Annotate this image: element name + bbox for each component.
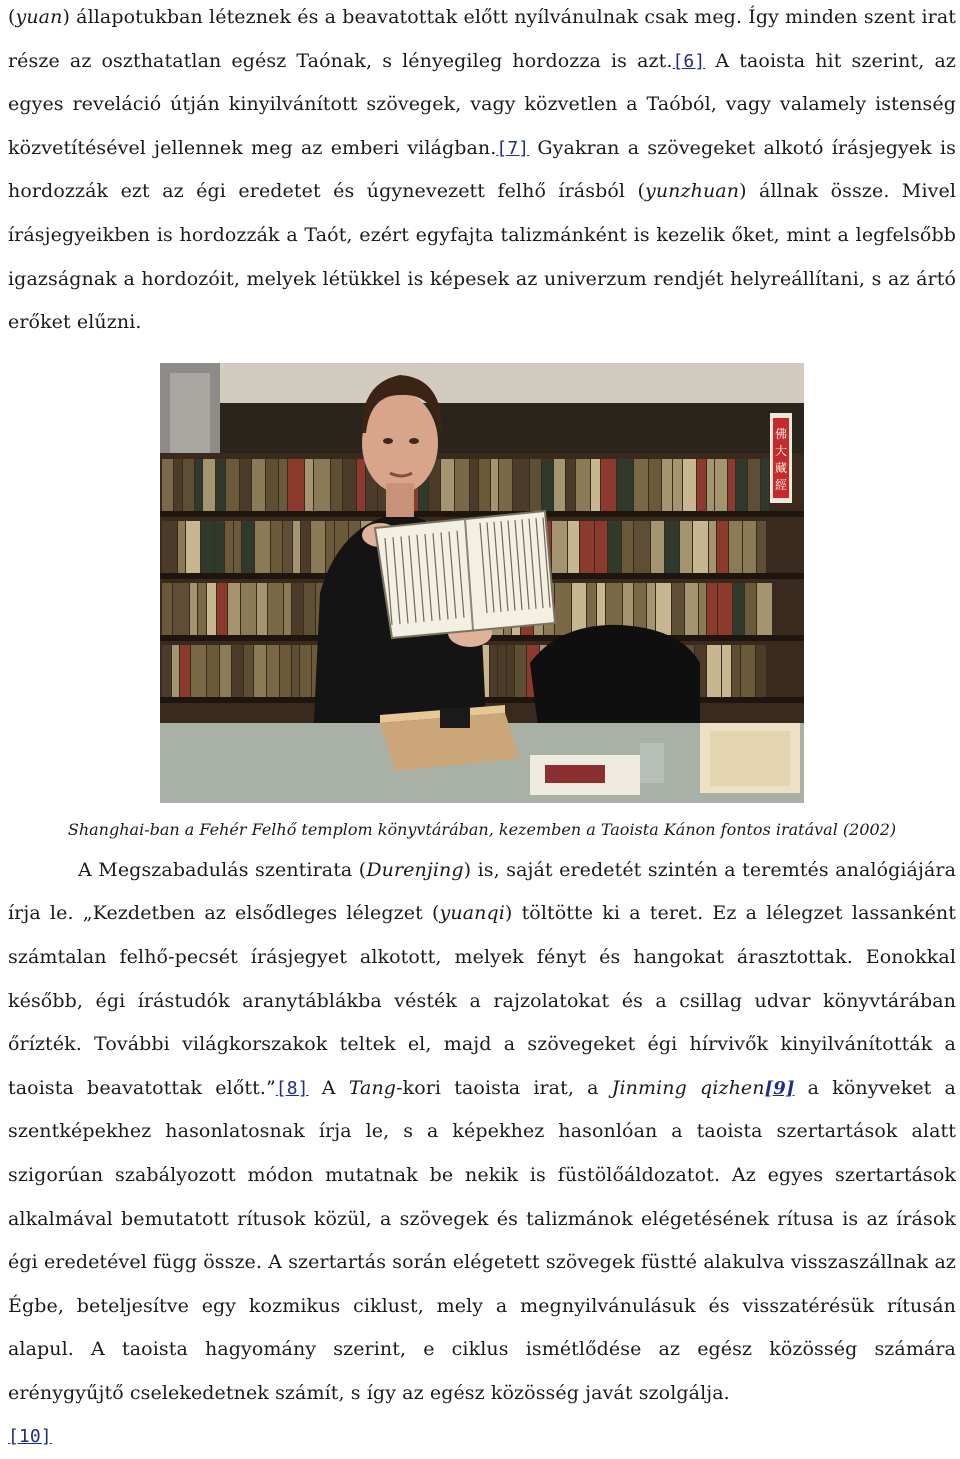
footnote-link-7[interactable]: [7] (496, 137, 530, 159)
book-spine (195, 459, 202, 511)
book-spine (707, 583, 717, 635)
book-spine (240, 459, 251, 511)
book-spine (693, 521, 708, 573)
book-spine (293, 521, 300, 573)
book-spine (241, 583, 256, 635)
sign-char-1: 佛 (774, 426, 788, 441)
book-spine (697, 459, 706, 511)
book-spine (186, 521, 200, 573)
book-spine (267, 645, 279, 697)
book-spine (741, 645, 755, 697)
book-spine (183, 459, 194, 511)
footnote-link-6[interactable]: [6] (672, 50, 706, 72)
book-spine (215, 521, 224, 573)
document-page (8, 0, 956, 1459)
book-spine (357, 459, 365, 511)
book-spine (244, 645, 253, 697)
book-spine (591, 459, 600, 511)
book-spine (173, 583, 189, 635)
text: ) töltötte ki a teret. Ez a lélegzet lassanként számtalan felhő-pecsét írásjegyet alkotott, melyek fényt és hangokat árasztottak. Eonokkal később, égi írástudók aranytáblákba vésték a rajzolatokat és a csillag udvar könyvtárában őrízték. További világkorszakok teltek el, majd a szövegeket égi hírvivők kinyilvánították a taoista beavatottak előtt.” (8, 902, 956, 1099)
book-spine (555, 583, 571, 635)
paragraph-1 (8, 0, 956, 345)
book-spine (756, 645, 766, 697)
book-spine (162, 459, 173, 511)
text: a könyveket a szentképekhez hasonlatosnak írja le, s a képekhez hasonlóan a taoista szertartások alatt szigorúan szabályozott módon mutatnak be nekik is füstölőáldozatot. Az egyes szertartások alkalmával bemutatott rítusok közül, a szövegek és talizmánok elégetésének rítusa is az írások égi eredetével függ össze. A szertartás során elégetett szövegek füstté alakulva visszaszállnak az Égbe, beteljesítve egy kozmikus ciklust, mely a megnyilvánulásuk és visszatérésük rítusán alapul. A taoista hagyomány szerint, e ciklus ismétlődése az egész közösség számára erénygyűjtő cselekedetnek számít, s így az egész közösség javát szolgálja. (8, 1076, 956, 1404)
book-spine (228, 583, 240, 635)
book-spine (729, 521, 742, 573)
text: -kori taoista irat, a (396, 1076, 612, 1099)
book-spine (683, 459, 696, 511)
book-spine (656, 583, 671, 635)
book-spine (707, 645, 721, 697)
book-spine (709, 521, 716, 573)
term-jinming-qizhen: Jinming qizhen (611, 1076, 765, 1099)
text: ) állapotukban léteznek és a beavatottak előtt nyílvánulnak csak meg. Így minden szent irat része az oszthatatlan egész Taónak, s lényegileg hordozza is azt. (8, 6, 956, 72)
book-spine (568, 521, 579, 573)
term-tang: Tang (348, 1076, 397, 1099)
book-spine (225, 521, 233, 573)
book-spine (662, 459, 672, 511)
footnote-link-10[interactable]: [10] (8, 1426, 52, 1448)
book-spine (198, 583, 206, 635)
book-spine (673, 459, 682, 511)
book-spine (279, 459, 287, 511)
photo-caption: Shanghai-ban a Fehér Felhő templom könyvtárában, kezemben a Taoista Kánon fontos iratával (2002) (67, 819, 897, 839)
book-spine (216, 459, 225, 511)
book-spine (743, 521, 756, 573)
book-spine (733, 583, 744, 635)
book-spine (300, 645, 311, 697)
book-spine (736, 459, 747, 511)
book-spine (304, 583, 315, 635)
book-spine (554, 459, 565, 511)
book-spine (311, 521, 325, 573)
book-spine (757, 521, 766, 573)
book-spine (647, 583, 655, 635)
book-spine (722, 645, 731, 697)
book-spine (172, 645, 179, 697)
book-spine (680, 521, 692, 573)
term-yunzhuan: yunzhuan (645, 180, 740, 203)
text: A (308, 1076, 349, 1099)
book-spine (162, 583, 172, 635)
book-spine (761, 459, 769, 511)
book-spine (685, 583, 698, 635)
book-spine (305, 459, 313, 511)
book-spine (717, 521, 728, 573)
book-spine (207, 583, 216, 635)
book-spine (162, 521, 177, 573)
book-spine (255, 521, 270, 573)
book-spine (343, 459, 356, 511)
book-spine (252, 459, 265, 511)
book-spine (479, 459, 490, 511)
book-spine (207, 645, 219, 697)
book-spine (162, 645, 171, 697)
book-spine (220, 645, 231, 697)
book-spine (617, 459, 633, 511)
book-spine (217, 583, 227, 635)
book-spine (266, 459, 278, 511)
book-spine (651, 521, 664, 573)
text: ) is, saját eredetét szintén a teremtés analógiájára írja le. „Kezdetben az elsődleges lélegzet ( (8, 858, 957, 925)
book-spine (203, 459, 215, 511)
book-spine (301, 521, 310, 573)
book-spine (608, 521, 621, 573)
book-spine (634, 459, 648, 511)
book-spine (254, 645, 266, 697)
book-spine (707, 459, 714, 511)
book-spine (542, 459, 553, 511)
book-spine (271, 521, 282, 573)
book-spine (441, 459, 454, 511)
book-spine (728, 459, 735, 511)
book-spine (257, 583, 267, 635)
book-spine (699, 583, 706, 635)
book-spine (242, 521, 254, 573)
book-spine (455, 459, 469, 511)
text: ( (8, 6, 16, 28)
book-spine (201, 521, 214, 573)
book-spine (757, 583, 772, 635)
paragraph-2 (8, 849, 956, 1459)
book-spine (572, 583, 586, 635)
book-spine (292, 645, 299, 697)
book-spine (180, 645, 190, 697)
book-spine (292, 583, 303, 635)
book-spine (515, 645, 526, 697)
book-spine (732, 645, 740, 697)
library-photo (160, 363, 804, 803)
photo-image (160, 363, 804, 803)
book-spine (470, 459, 478, 511)
book-spine (634, 521, 650, 573)
book-spine (490, 645, 497, 697)
book-spine (331, 459, 342, 511)
sign-char-2: 大 (774, 443, 788, 458)
book-spine (499, 459, 512, 511)
book-spine (665, 521, 679, 573)
book-spine (498, 645, 506, 697)
book-spine (232, 645, 243, 697)
book-spine (748, 459, 760, 511)
book-spine (191, 645, 206, 697)
term-yuan: yuan (15, 6, 63, 28)
sign-char-3: 藏 (774, 460, 788, 475)
term-durenjing: Durenjing (366, 858, 464, 881)
book-spine (268, 583, 283, 635)
book-spine (288, 459, 304, 511)
book-spine (174, 459, 182, 511)
book-spine (622, 521, 633, 573)
footnote-link-9[interactable]: [9] (764, 1077, 795, 1099)
book-spine (576, 459, 590, 511)
book-spine (595, 521, 607, 573)
book-spine (715, 459, 727, 511)
book-spine (718, 583, 732, 635)
book-spine (566, 459, 575, 511)
book-spine (283, 521, 292, 573)
sign-char-4: 經 (774, 477, 788, 492)
book-spine (284, 583, 291, 635)
book-spine (491, 459, 498, 511)
book-spine (649, 459, 661, 511)
book-spine (226, 459, 239, 511)
text: A Megszabadulás szentirata ( (78, 858, 367, 881)
book-spine (234, 521, 241, 573)
book-spine (601, 459, 616, 511)
book-spine (280, 645, 291, 697)
book-spine (513, 459, 529, 511)
book-spine (552, 521, 567, 573)
book-spine (672, 583, 684, 635)
book-spine (178, 521, 185, 573)
book-spine (530, 459, 541, 511)
book-spine (314, 459, 330, 511)
term-yuanqi: yuanqi (439, 902, 505, 925)
book-spine (190, 583, 197, 635)
book-spine (507, 645, 514, 697)
text: Gyakran a szövegeket alkotó írásjegyek is hordozzák ezt az égi eredetet és úgynevezett felhő írásból ( (8, 136, 956, 203)
book-spine (745, 583, 756, 635)
book-spine (580, 521, 594, 573)
text: A taoista hit szerint, az egyes reveláció útján kinyilvánított szövegek, vagy közvetlen a Taóból, vagy valamely istenség közvetítésével jellennek meg az emberi világban. (8, 49, 956, 159)
text: ) állnak össze. Mivel írásjegyeikben is hordozzák a Taót, ezért egyfajta talizmánként is kezelik őket, mint a legfelsőbb igazságnak a hordozóit, melyek létükkel is képesek az univerzum rendjét helyreállítani, s az ártó erőket elűzni. (8, 180, 957, 334)
footnote-link-8[interactable]: [8] (275, 1077, 309, 1099)
